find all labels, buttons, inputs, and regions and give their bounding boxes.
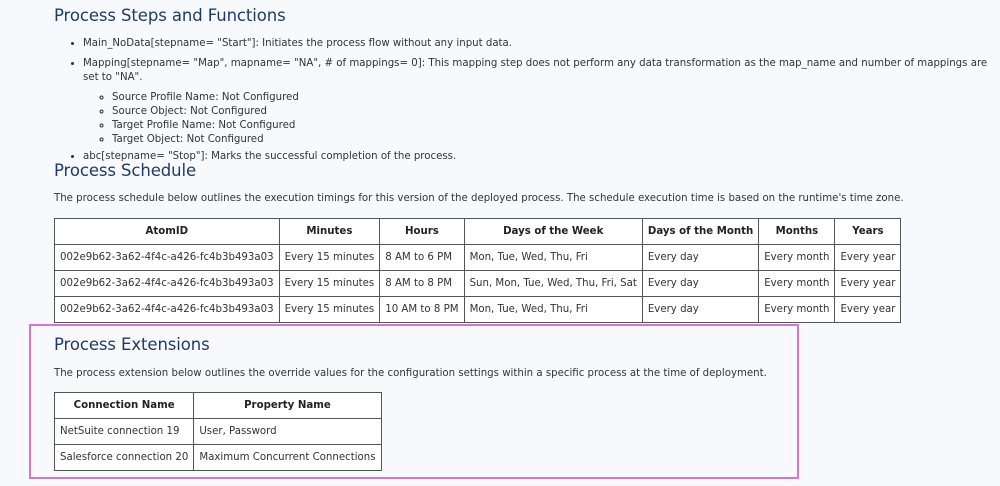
table-cell: 002e9b62-3a62-4f4c-a426-fc4b3b493a03 bbox=[55, 245, 280, 271]
step-text: Mapping[stepname= "Map", mapname= "NA", # of mappings= 0]: This mapping step does not perform any data transformation as the map_name and number of mappings are set to "NA". bbox=[83, 58, 988, 83]
table-cell: 8 AM to 6 PM bbox=[380, 245, 464, 271]
table-cell: Every 15 minutes bbox=[279, 297, 380, 323]
step-text: Main_NoData[stepname= "Start"]: Initiates the process flow without any input data. bbox=[83, 38, 513, 49]
mapping-detail: ◦ Source Object: Not Configured bbox=[112, 105, 994, 119]
table-cell: Every 15 minutes bbox=[279, 245, 380, 271]
mapping-details-list bbox=[83, 91, 994, 147]
table-cell: 002e9b62-3a62-4f4c-a426-fc4b3b493a03 bbox=[55, 297, 280, 323]
table-cell: Mon, Tue, Wed, Thu, Fri bbox=[464, 245, 642, 271]
table-cell: Every day bbox=[642, 271, 758, 297]
step-item-stop bbox=[83, 150, 994, 164]
table-cell: Every day bbox=[642, 245, 758, 271]
table-header-row bbox=[55, 393, 382, 419]
table-cell: 002e9b62-3a62-4f4c-a426-fc4b3b493a03 bbox=[55, 271, 280, 297]
column-header: Hours bbox=[380, 219, 464, 245]
table-cell: Sun, Mon, Tue, Wed, Thu, Fri, Sat bbox=[464, 271, 642, 297]
table-cell: User, Password bbox=[194, 419, 381, 445]
step-item-map bbox=[83, 57, 994, 147]
mapping-detail: ◦ Target Profile Name: Not Configured bbox=[112, 119, 994, 133]
column-header: Days of the Month bbox=[642, 219, 758, 245]
steps-heading: Process Steps and Functions bbox=[54, 6, 286, 25]
table-row bbox=[55, 245, 901, 271]
table-cell: 10 AM to 8 PM bbox=[380, 297, 464, 323]
table-row bbox=[55, 445, 382, 471]
column-header: AtomID bbox=[55, 219, 280, 245]
table-cell: Every year bbox=[835, 245, 901, 271]
table-cell: Salesforce connection 20 bbox=[55, 445, 194, 471]
table-cell: Every year bbox=[835, 297, 901, 323]
table-row bbox=[55, 297, 901, 323]
schedule-description: The process schedule below outlines the execution timings for this version of the deployed process. The schedule execution time is based on the runtime's time zone. bbox=[54, 193, 904, 204]
mapping-detail: ◦ Target Object: Not Configured bbox=[112, 133, 994, 147]
table-header-row bbox=[55, 219, 901, 245]
mapping-detail: ◦ Source Profile Name: Not Configured bbox=[112, 91, 994, 105]
step-text: abc[stepname= "Stop"]: Marks the successful completion of the process. bbox=[83, 151, 457, 162]
schedule-table bbox=[54, 218, 901, 323]
extensions-description: The process extension below outlines the override values for the configuration settings within a specific process at the time of deployment. bbox=[54, 368, 767, 379]
table-cell: Mon, Tue, Wed, Thu, Fri bbox=[464, 297, 642, 323]
table-cell: 8 AM to 8 PM bbox=[380, 271, 464, 297]
table-cell: Every day bbox=[642, 297, 758, 323]
steps-list bbox=[54, 37, 994, 170]
table-cell: Every month bbox=[759, 297, 835, 323]
column-header: Minutes bbox=[279, 219, 380, 245]
table-cell: NetSuite connection 19 bbox=[55, 419, 194, 445]
column-header: Months bbox=[759, 219, 835, 245]
column-header: Property Name bbox=[194, 393, 381, 419]
table-cell: Maximum Concurrent Connections bbox=[194, 445, 381, 471]
table-row bbox=[55, 419, 382, 445]
table-cell: Every month bbox=[759, 271, 835, 297]
table-cell: Every 15 minutes bbox=[279, 271, 380, 297]
extensions-heading: Process Extensions bbox=[54, 335, 210, 354]
column-header: Years bbox=[835, 219, 901, 245]
extensions-table bbox=[54, 392, 382, 471]
table-cell: Every year bbox=[835, 271, 901, 297]
column-header: Connection Name bbox=[55, 393, 194, 419]
table-cell: Every month bbox=[759, 245, 835, 271]
schedule-heading: Process Schedule bbox=[54, 161, 197, 180]
table-row bbox=[55, 271, 901, 297]
column-header: Days of the Week bbox=[464, 219, 642, 245]
step-item-start bbox=[83, 37, 994, 51]
